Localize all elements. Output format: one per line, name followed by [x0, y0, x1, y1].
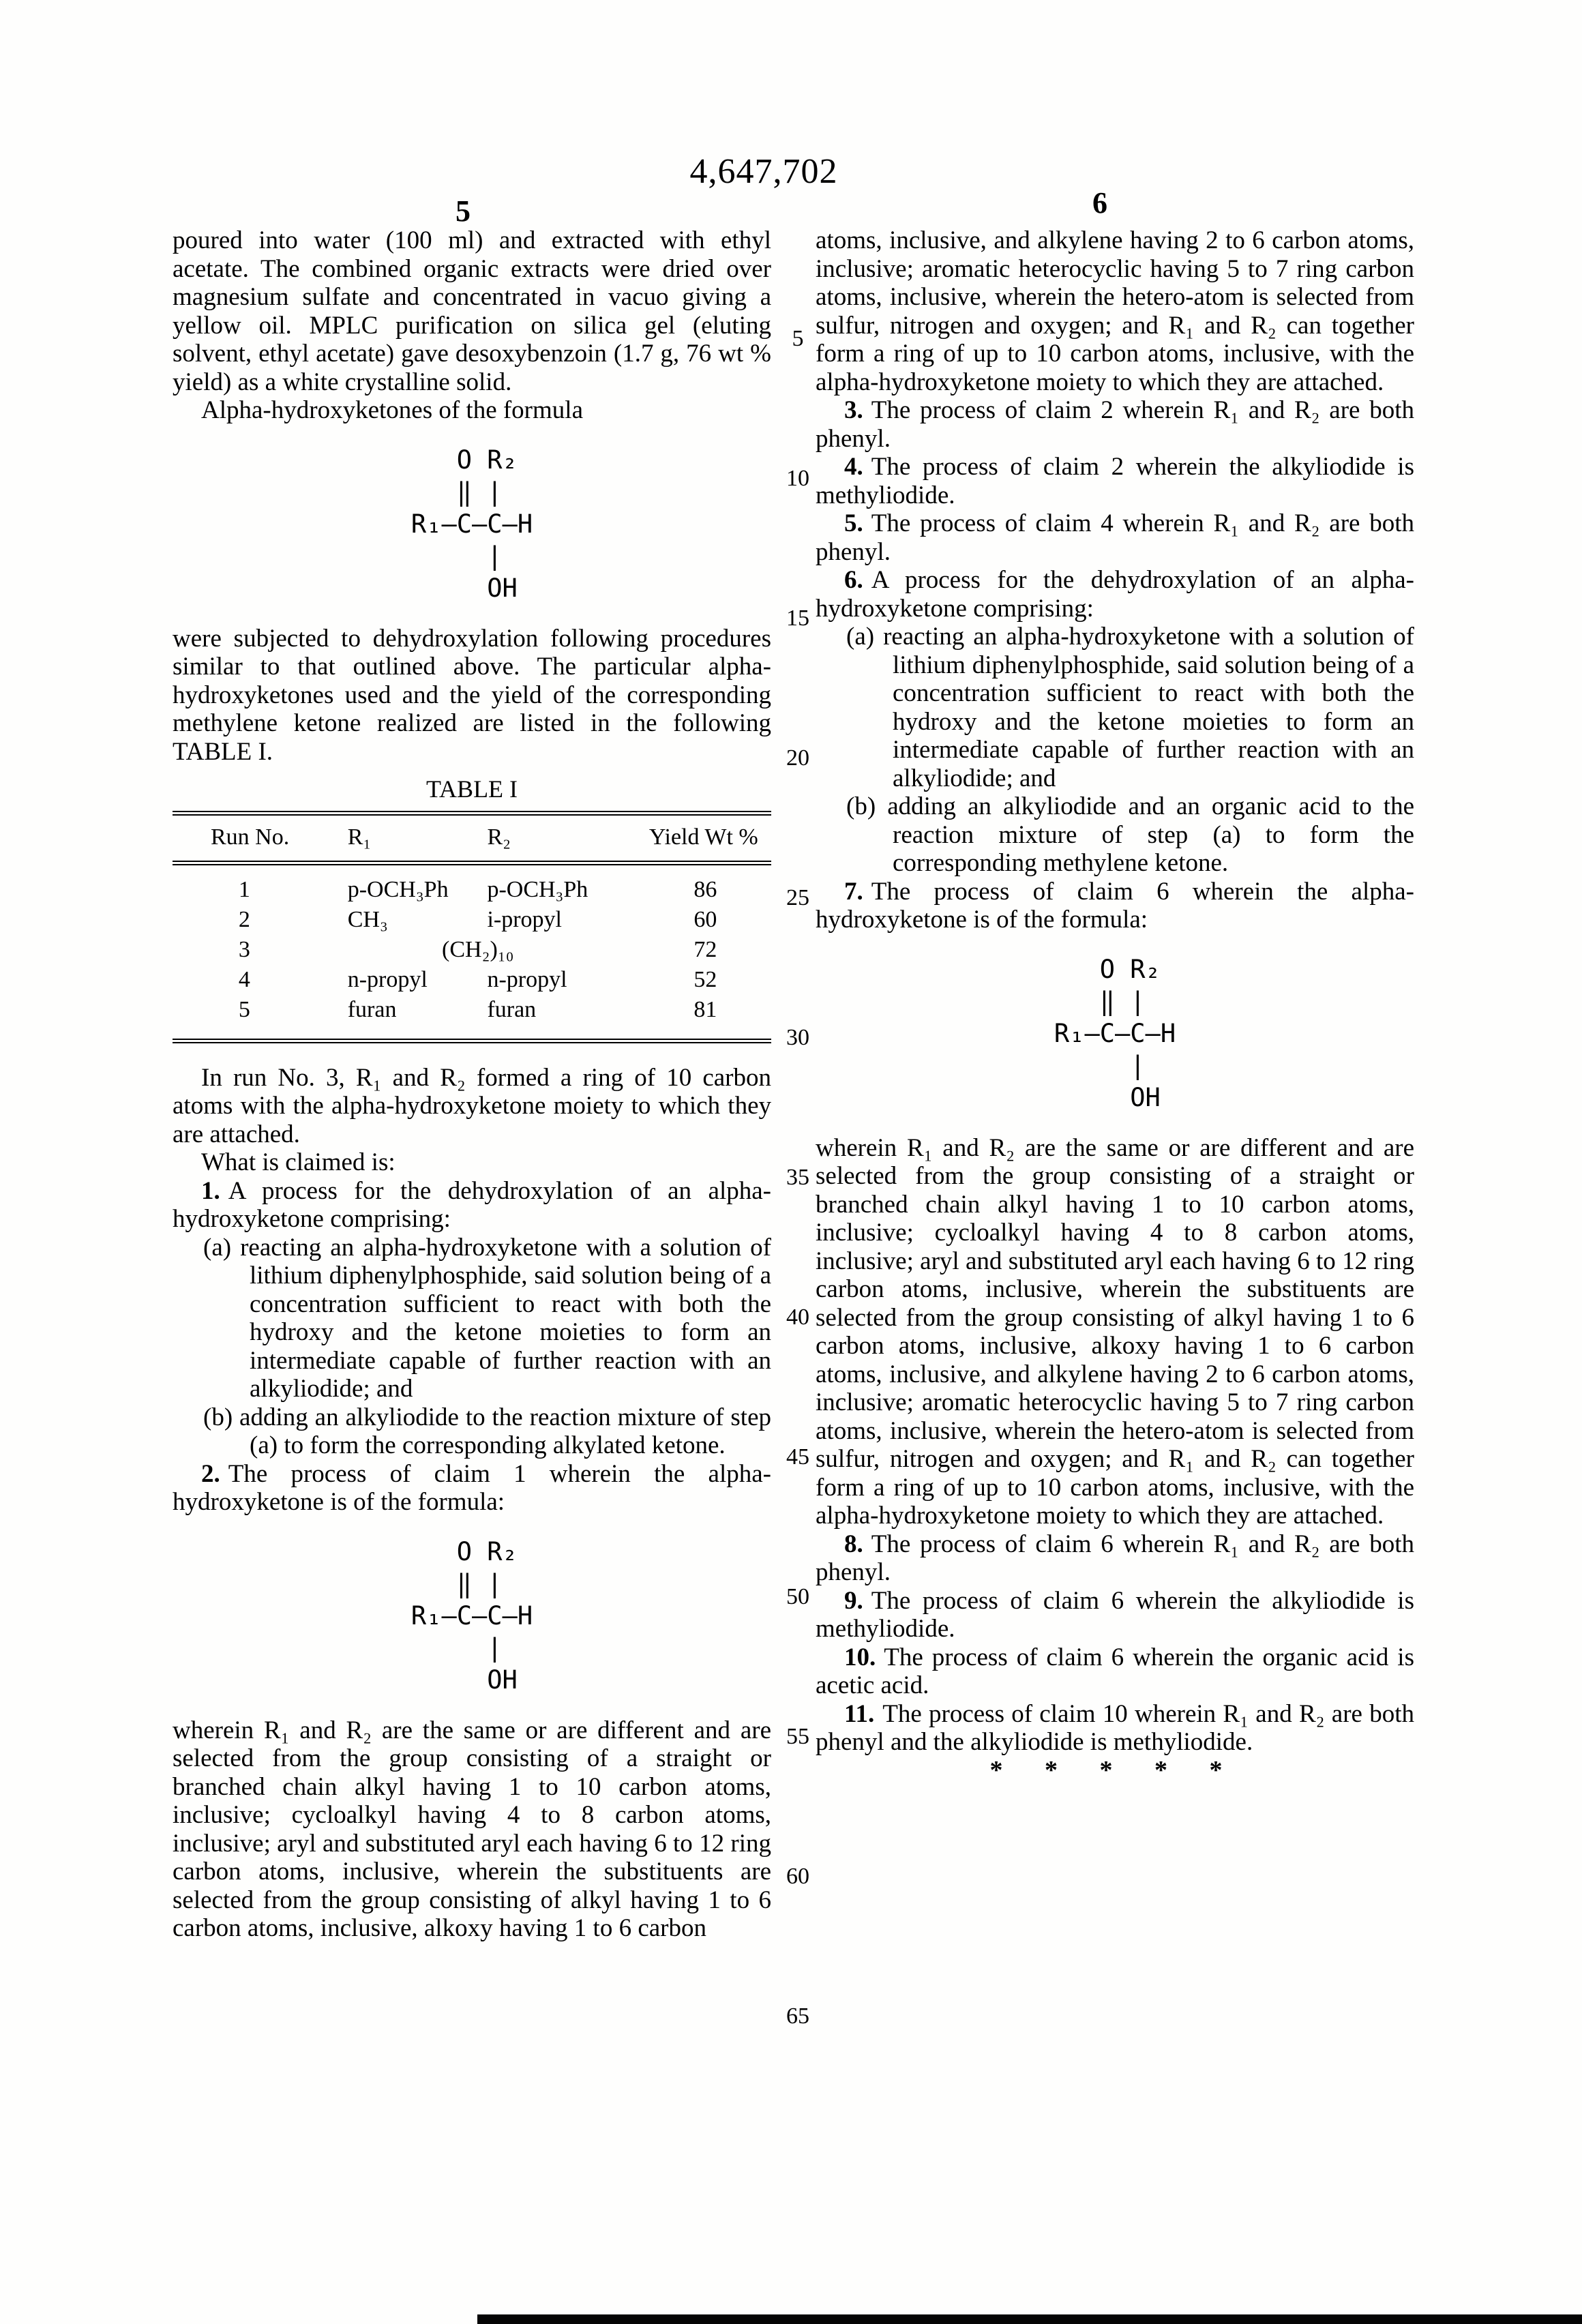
claim-number: 2. — [201, 1459, 220, 1488]
claim-1-step-b: (b) adding an alkyliodide to the reaction mixture of step (a) to form the corresponding alkylated ketone. — [203, 1403, 771, 1459]
table-header-row — [173, 816, 771, 865]
claim-text: The process of claim 4 wherein R₁ and R₂ are both phenyl. — [816, 509, 1414, 566]
gutter-line-number: 40 — [786, 1305, 809, 1330]
gutter-line-number: 30 — [786, 1025, 809, 1050]
chemical-formula-figure — [816, 953, 1414, 1114]
claim-number: 9. — [844, 1586, 863, 1615]
patent-number: 4,647,702 — [689, 152, 838, 191]
claim-3 — [816, 396, 1414, 453]
cell-r1: n-propyl — [347, 966, 428, 992]
gutter-line-number: 10 — [786, 466, 809, 491]
cell-r2: i-propyl — [487, 906, 562, 932]
claim-text: The process of claim 10 wherein R₁ and R₂ are both phenyl and the alkyliodide is methyliodide. — [816, 1699, 1414, 1756]
claim-text: The process of claim 6 wherein the alpha-hydroxyketone is of the formula: — [816, 877, 1414, 934]
scan-edge-artifact — [477, 2314, 1582, 2324]
claim-1 — [173, 1177, 771, 1234]
gutter-line-number: 55 — [786, 1724, 809, 1749]
column-header: R₁ — [347, 824, 372, 850]
column-header: Run No. — [211, 824, 290, 850]
cell-yield: 86 — [693, 876, 717, 902]
body-paragraph: were subjected to dehydroxylation following procedures similar to that outlined above. The particular alpha-hydroxyketones used and the yield of the corresponding methylene ketone realized are listed in the following TABLE I. — [173, 624, 771, 766]
claim-1-step-a: (a) reacting an alpha-hydroxyketone with a solution of lithium diphenylphosphide, said solution being of a concentration sufficient to react with both the hydroxy and the ketone moieties to form an intermediate capable of further reaction with an alkyliodide; and — [203, 1233, 771, 1403]
table-title: TABLE I — [426, 775, 518, 803]
gutter-line-number: 15 — [786, 606, 809, 631]
cell-r2: furan — [487, 996, 537, 1022]
claim-10 — [816, 1643, 1414, 1700]
gutter-line-number: 5 — [792, 326, 804, 351]
claim-2 — [173, 1460, 771, 1517]
table-row — [173, 875, 771, 905]
claim-6 — [816, 566, 1414, 623]
cell-yield: 81 — [693, 996, 717, 1022]
claim-number: 11. — [844, 1699, 875, 1728]
claim-number: 7. — [844, 877, 863, 906]
table-row — [173, 935, 771, 965]
column-number-left: 5 — [456, 194, 471, 228]
claim-number: 1. — [201, 1176, 220, 1205]
cell-r2: n-propyl — [487, 966, 567, 992]
claim-number: 4. — [844, 453, 863, 481]
claim-6-step-a: (a) reacting an alpha-hydroxyketone with a solution of lithium diphenylphosphide, said solution being of a concentration sufficient to react with both the hydroxy and the ketone moieties to form an intermediate capable of further reaction with an alkyliodide; and — [846, 623, 1414, 792]
table-row — [173, 995, 771, 1025]
cell-run: 2 — [238, 906, 250, 932]
body-paragraph: Alpha-hydroxyketones of the formula — [201, 396, 583, 424]
table-1 — [173, 811, 771, 1043]
gutter-line-number: 65 — [786, 2003, 809, 2029]
claim-text: The process of claim 6 wherein R₁ and R₂ are both phenyl. — [816, 1530, 1414, 1586]
claim-text: The process of claim 6 wherein the organic acid is acetic acid. — [816, 1643, 1414, 1699]
claim-5 — [816, 509, 1414, 566]
claim-7-wherein: wherein R₁ and R₂ are the same or are different and are selected from the group consisting of a straight or branched chain alkyl having 1 to 10 carbon atoms, inclusive; cycloalkyl having 4 to 8 carbon atoms, inclusive; aryl and substituted aryl each having 6 to 12 ring carbon atoms, inclusive, wherein the substituents are selected from the group consisting of alkyl having 1 to 6 carbon atoms, inclusive, alkoxy having 1 to 6 carbon atoms, inclusive, and alkylene having 2 to 6 carbon atoms, inclusive; aromatic heterocyclic having 5 to 7 ring carbon atoms, inclusive, wherein the hetero-atom is selected from sulfur, nitrogen and oxygen; and R₁ and R₂ can together form a ring of up to 10 carbon atoms, inclusive, with the alpha-hydroxyketone moiety to which they are attached. — [816, 1133, 1414, 1530]
claim-number: 10. — [844, 1643, 876, 1671]
cell-r2: p-OCH₃Ph — [487, 876, 588, 902]
claim-text: The process of claim 2 wherein the alkyliodide is methyliodide. — [816, 453, 1414, 509]
cell-r1-r2-span: (CH₂)₁₀ — [442, 936, 514, 962]
table-row — [173, 965, 771, 995]
claim-text: A process for the dehydroxylation of an alpha-hydroxyketone comprising: — [816, 566, 1414, 623]
gutter-line-number: 45 — [786, 1444, 809, 1470]
gutter-line-number: 60 — [786, 1864, 809, 1889]
left-column — [173, 226, 771, 1943]
alpha-hydroxyketone-structure: O R₂ ‖ | R₁—C—C—H | OH — [1054, 954, 1176, 1112]
cell-yield: 72 — [693, 936, 717, 962]
chemical-formula-figure — [173, 1536, 771, 1696]
gutter-line-number: 20 — [786, 745, 809, 771]
cell-run: 1 — [238, 876, 250, 902]
claim-number: 3. — [844, 396, 863, 424]
claim-text: The process of claim 1 wherein the alpha-hydroxyketone is of the formula: — [173, 1459, 771, 1516]
table-body — [173, 865, 771, 1039]
column-header: R₂ — [487, 824, 511, 850]
claim-number: 6. — [844, 566, 863, 594]
body-paragraph: atoms, inclusive, and alkylene having 2 to 6 carbon atoms, inclusive; aromatic heterocyclic having 5 to 7 ring carbon atoms, inclusive, wherein the hetero-atom is selected from sulfur, nitrogen and oxygen; and R₁ and R₂ can together form a ring of up to 10 carbon atoms, inclusive, with the alpha-hydroxyketone moiety to which they are attached. — [816, 226, 1414, 396]
end-of-claims-asterisks: * * * * * — [989, 1755, 1240, 1785]
column-header: Yield Wt % — [648, 824, 758, 850]
body-paragraph: In run No. 3, R₁ and R₂ formed a ring of 10 carbon atoms with the alpha-hydroxyketone moiety to which they are attached. — [173, 1063, 771, 1148]
chemical-formula-figure — [173, 444, 771, 604]
claim-11 — [816, 1700, 1414, 1757]
claim-7 — [816, 878, 1414, 934]
gutter-line-number: 35 — [786, 1165, 809, 1190]
claim-2-wherein: wherein R₁ and R₂ are the same or are different and are selected from the group consisting of a straight or branched chain alkyl having 1 to 10 carbon atoms, inclusive; cycloalkyl having 4 to 8 carbon atoms, inclusive; aryl and substituted aryl each having 6 to 12 ring carbon atoms, inclusive, wherein the substituents are selected from the group consisting of alkyl having 1 to 6 carbon atoms, inclusive, alkoxy having 1 to 6 carbon — [173, 1716, 771, 1942]
cell-yield: 52 — [693, 966, 717, 992]
cell-r1: furan — [347, 996, 397, 1022]
claim-number: 8. — [844, 1530, 863, 1558]
cell-yield: 60 — [693, 906, 717, 932]
alpha-hydroxyketone-structure: O R₂ ‖ | R₁—C—C—H | OH — [411, 445, 533, 603]
body-paragraph: poured into water (100 ml) and extracted with ethyl acetate. The combined organic extracts were dried over magnesium sulfate and concentrated in vacuo giving a yellow oil. MPLC purification on silica gel (eluting solvent, ethyl acetate) gave desoxybenzoin (1.7 g, 76 wt % yield) as a white crystalline solid. — [173, 226, 771, 396]
column-number-right: 6 — [1092, 186, 1107, 220]
gutter-line-number: 25 — [786, 885, 809, 910]
right-column — [816, 226, 1414, 1785]
claim-6-step-b: (b) adding an alkyliodide and an organic acid to the reaction mixture of step (a) to form the corresponding methylene ketone. — [846, 792, 1414, 877]
claim-number: 5. — [844, 509, 863, 537]
table-1-block — [173, 775, 771, 1043]
claim-text: The process of claim 2 wherein R₁ and R₂ are both phenyl. — [816, 396, 1414, 453]
table-row — [173, 905, 771, 935]
cell-r1: p-OCH₃Ph — [347, 876, 449, 902]
claim-text: A process for the dehydroxylation of an alpha-hydroxyketone comprising: — [173, 1176, 771, 1233]
cell-run: 3 — [238, 936, 250, 962]
cell-run: 4 — [238, 966, 250, 992]
alpha-hydroxyketone-structure: O R₂ ‖ | R₁—C—C—H | OH — [411, 1536, 533, 1695]
claims-preamble: What is claimed is: — [201, 1148, 395, 1176]
claim-text: The process of claim 6 wherein the alkyliodide is methyliodide. — [816, 1586, 1414, 1643]
claim-9 — [816, 1587, 1414, 1643]
claim-8 — [816, 1530, 1414, 1587]
claim-4 — [816, 453, 1414, 509]
gutter-line-number: 50 — [786, 1584, 809, 1609]
cell-r1: CH₃ — [347, 906, 388, 932]
cell-run: 5 — [238, 996, 250, 1022]
